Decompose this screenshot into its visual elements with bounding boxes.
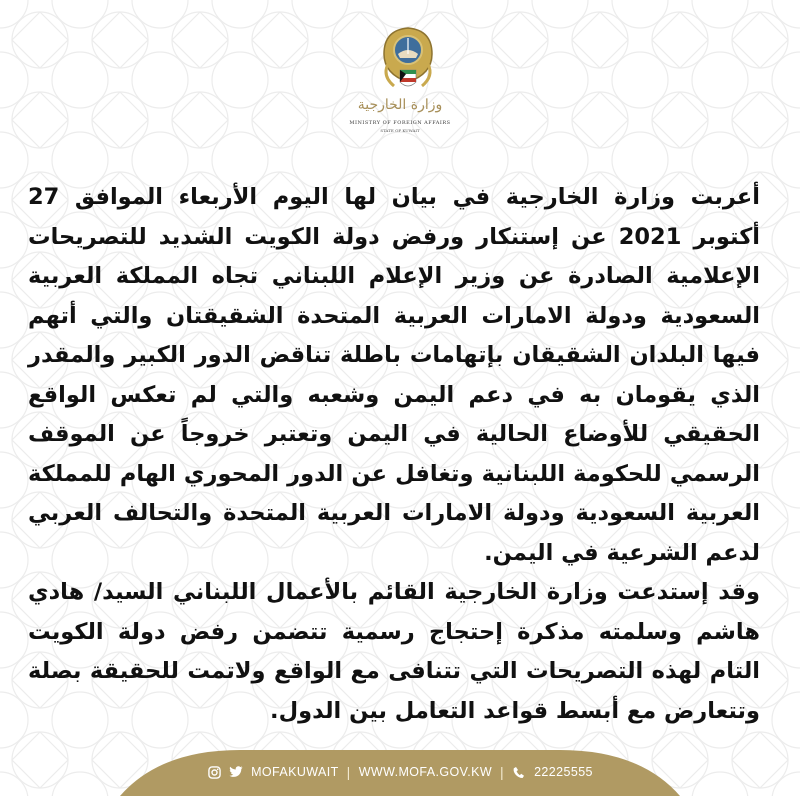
footer-bar [120,748,680,796]
press-statement [28,178,760,731]
phone-number[interactable]: 22225555 [534,765,593,779]
twitter-icon[interactable] [229,765,243,779]
phone-icon [512,765,526,779]
ministry-name-arabic: وزارة الخارجية [357,97,443,113]
footer-separator: | [346,764,351,780]
ministry-name-english: MINISTRY OF FOREIGN AFFAIRS [349,120,451,126]
kuwait-emblem-logo [380,24,436,96]
statement-paragraph-1: أعربت وزارة الخارجية في بيان لها اليوم الأربعاء الموافق 27 أكتوبر 2021 عن إستنكار ورفض دولة الكويت الشديد للتصريحات الإعلامية الصادرة عن وزير الإعلام اللبناني تجاه المملكة العربية السعودية ودولة الامارات العربية المتحدة الشقيقتان والتي أتهم فيها البلدان الشقيقان بإتهامات باطلة تناقض الدور الكبير والمقدر الذي يقومان به في دعم اليمن وشعبه والتي لم تعكس الواقع الحقيقي للأوضاع الحالية في اليمن وتعتبر خروجاً عن الموقف الرسمي للحكومة اللبنانية وتغافل عن الدور المحوري الهام للمملكة العربية السعودية ودولة الامارات العربية المتحدة والتحالف العربي لدعم الشرعية في اليمن. [28,184,760,566]
statement-paragraph-2: وقد إستدعت وزارة الخارجية القائم بالأعمال اللبناني السيد/ هادي هاشم وسلمته مذكرة إحتجاج رسمية تتضمن رفض دولة الكويت التام لهذه التصريحات التي تتنافى مع الواقع ولاتمت للحقيقة بصلة وتتعارض مع أبسط قواعد التعامل بين الدول. [28,579,760,724]
website-link[interactable]: WWW.MOFA.GOV.KW [358,765,493,779]
instagram-icon[interactable] [207,765,221,779]
social-handle[interactable]: MOFAKUWAIT [251,765,339,779]
footer-separator: | [500,764,505,780]
state-name-english: STATE OF KUWAIT [380,128,420,133]
